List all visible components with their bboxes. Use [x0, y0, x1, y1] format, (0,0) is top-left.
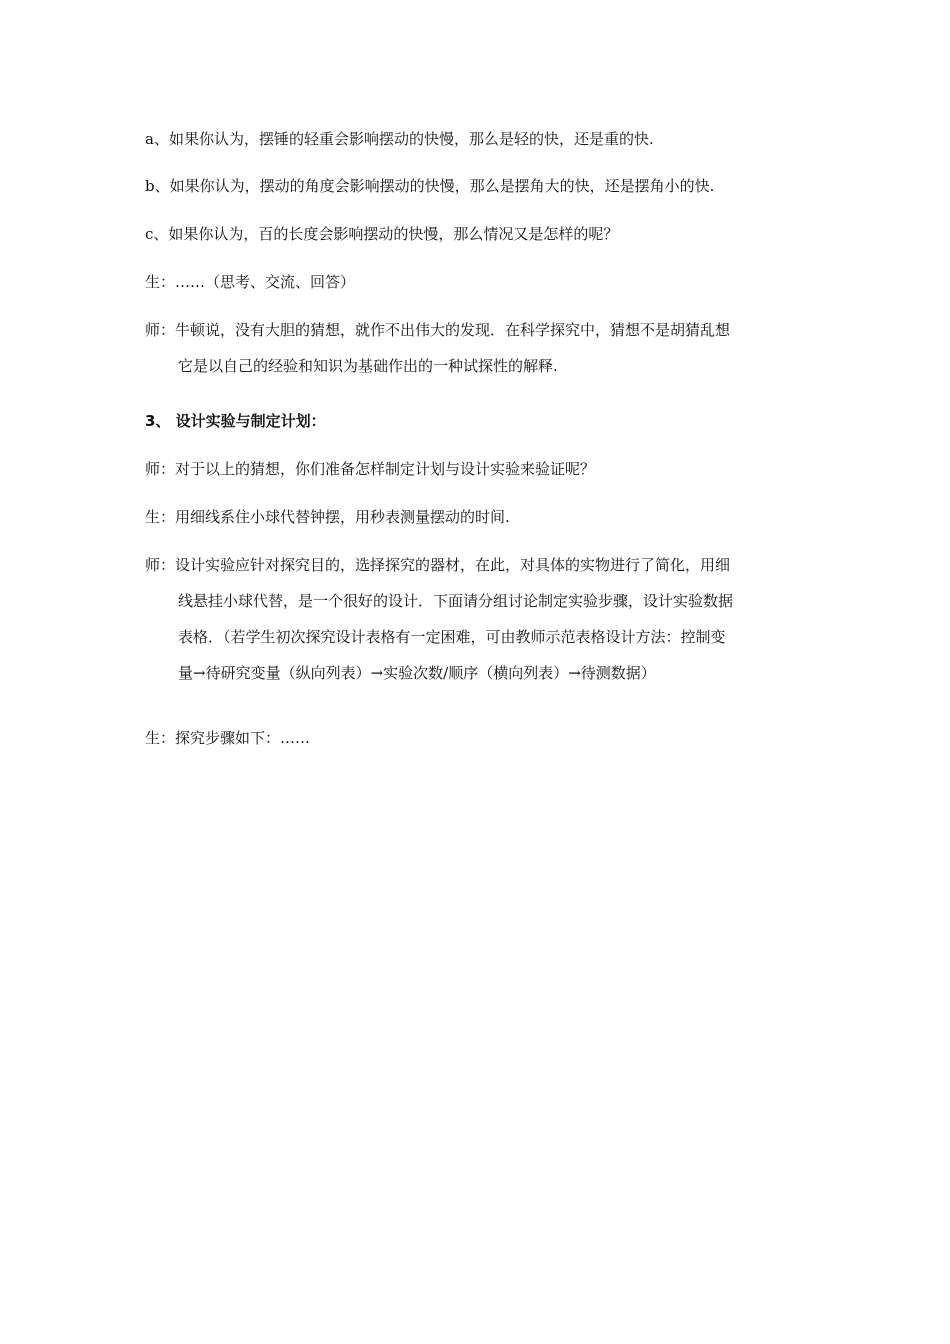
teacher-newton-paragraph: [145, 321, 810, 376]
teacher-design-line-1: 师：设计实验应针对探究目的，选择探究的器材，在此，对具体的实物进行了简化，用细: [145, 556, 731, 574]
student-reply-1: 生：……（思考、交流、回答）: [145, 273, 356, 291]
section-heading-3: 3、 设计实验与制定计划：: [145, 412, 326, 430]
teacher-newton-line-2: 它是以自己的经验和知识为基础作出的一种试探性的解释.: [178, 357, 558, 375]
teacher-design-line-2: 线悬挂小球代替，是一个很好的设计．下面请分组讨论制定实验步骤，设计实验数据: [178, 592, 734, 610]
teacher-design-line-3: 表格．（若学生初次探究设计表格有一定困难，可由教师示范表格设计方法：控制变: [178, 628, 726, 646]
student-reply-3: 生：探究步骤如下：……: [145, 729, 311, 747]
teacher-design-line-4: 量→待研究变量（纵向列表）→实验次数/顺序（横向列表）→待测数据）: [178, 664, 656, 682]
teacher-newton-line-1: 师：牛顿说，没有大胆的猜想，就作不出伟大的发现．在科学探究中，猜想不是胡猜乱想: [145, 321, 731, 339]
question-a: a、如果你认为，摆锤的轻重会影响摆动的快慢，那么是轻的快，还是重的快.: [145, 130, 654, 148]
teacher-question-plan: 师：对于以上的猜想，你们准备怎样制定计划与设计实验来验证呢？: [145, 460, 596, 478]
question-b: b、如果你认为，摆动的角度会影响摆动的快慢，那么是摆角大的快，还是摆角小的快.: [145, 177, 715, 195]
student-reply-2: 生：用细线系住小球代替钟摆，用秒表测量摆动的时间.: [145, 508, 510, 526]
teacher-design-paragraph: [145, 556, 810, 683]
question-c: c、如果你认为，百的长度会影响摆动的快慢，那么情况又是怎样的呢？: [145, 225, 619, 243]
